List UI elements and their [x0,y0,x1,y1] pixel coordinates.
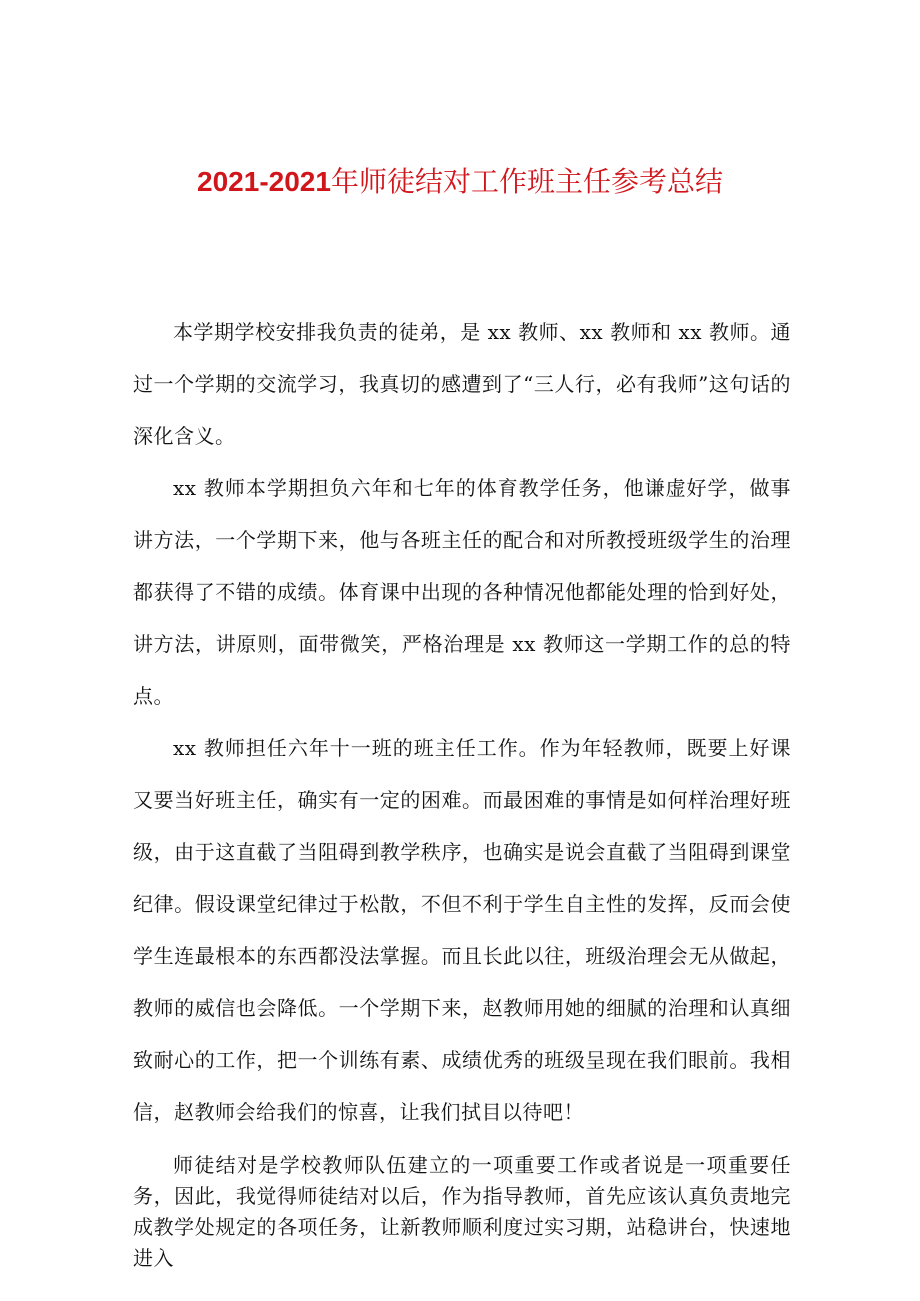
paragraph-1: 本学期学校安排我负责的徒弟，是 xx 教师、xx 教师和 xx 教师。通过一个学期的交流学习，我真切的感遭到了“三人行，必有我师”这句话的深化含义。 [133,320,791,448]
paragraph-2: xx 教师本学期担负六年和七年的体育教学任务，他谦虚好学，做事讲方法，一个学期下来，他与各班主任的配合和对所教授班级学生的治理都获得了不错的成绩。体育课中出现的各种情况他都能处理的恰到好处，讲方法，讲原则，面带微笑，严格治理是 xx 教师这一学期工作的总的特点。 [133,476,791,708]
paragraph-4: 师徒结对是学校教师队伍建立的一项重要工作或者说是一项重要任务，因此，我觉得师徒结对以后，作为指导教师，首先应该认真负责地完成教学处规定的各项任务，让新教师顺利度过实习期，站稳讲台，快速地进入 [133,1153,791,1270]
document-title [0,158,920,206]
title-text: 年师徒结对工作班主任参考总结 [330,165,723,198]
document-body [133,306,791,1274]
paragraph-3: xx 教师担任六年十一班的班主任工作。作为年轻教师，既要上好课又要当好班主任，确实有一定的困难。而最困难的事情是如何样治理好班级，由于这直截了当阻碍到教学秩序，也确实是说会直截了当阻碍到课堂纪律。假设课堂纪律过于松散，不但不利于学生自主性的发挥，反而会使学生连最根本的东西都没法掌握。而且长此以往，班级治理会无从做起，教师的威信也会降低。一个学期下来，赵教师用她的细腻的治理和认真细致耐心的工作，把一个训练有素、成绩优秀的班级呈现在我们眼前。我相信，赵教师会给我们的惊喜，让我们拭目以待吧！ [133,736,791,1124]
title-year: 2021-2021 [197,166,331,197]
